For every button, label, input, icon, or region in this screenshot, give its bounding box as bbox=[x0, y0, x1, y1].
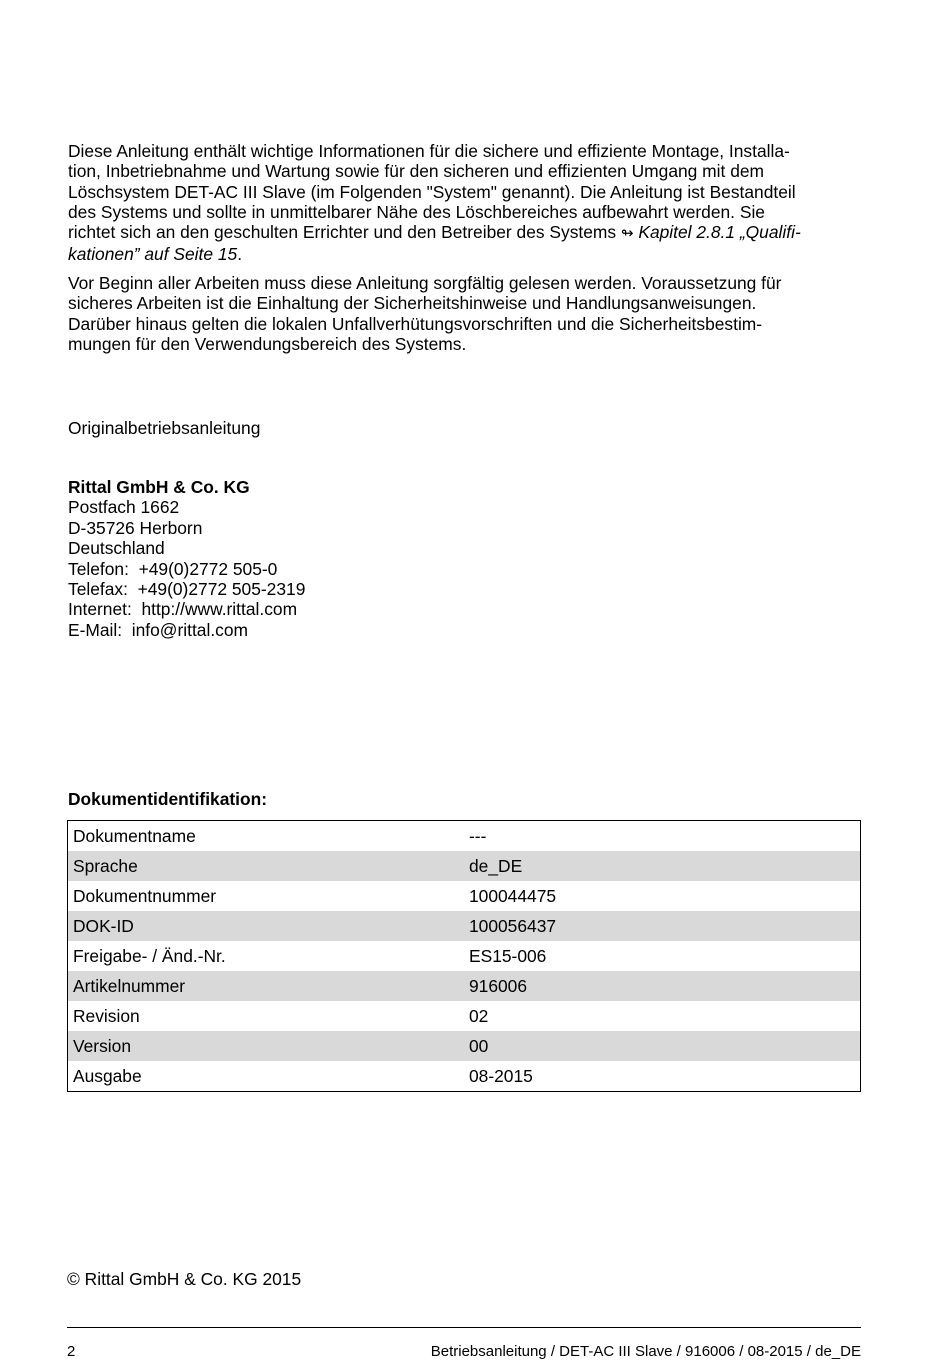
table-row bbox=[68, 821, 861, 852]
company-name: Rittal GmbH & Co. KG bbox=[68, 477, 250, 497]
table-row bbox=[68, 851, 861, 881]
row-value: 100044475 bbox=[469, 885, 557, 906]
document-identification-heading: Dokumentidentifikation: bbox=[68, 789, 268, 809]
table-row bbox=[68, 971, 861, 1001]
city: D-35726 Herborn bbox=[68, 517, 203, 538]
chapter-reference-link-cont[interactable]: kationen” auf Seite 15 bbox=[68, 244, 238, 265]
copyright-notice: © Rittal GmbH & Co. KG 2015 bbox=[67, 1269, 302, 1289]
row-label: Ausgabe bbox=[73, 1065, 142, 1086]
document-identification-table bbox=[67, 820, 861, 1092]
row-label: Freigabe- / Änd.-Nr. bbox=[73, 945, 226, 966]
intro-paragraph-2 bbox=[68, 273, 868, 354]
original-manual-label: Originalbetriebsanleitung bbox=[68, 418, 261, 438]
text-line: Diese Anleitung enthält wichtige Informationen für die sichere und effiziente Montage, Installa- bbox=[68, 141, 790, 161]
table-row bbox=[68, 941, 861, 971]
table-row bbox=[68, 1031, 861, 1061]
text-line bbox=[68, 222, 868, 244]
text-line: mungen für den Verwendungsbereich des Systems. bbox=[68, 333, 467, 354]
row-value: 00 bbox=[464, 1031, 861, 1061]
text-line: Vor Beginn aller Arbeiten muss diese Anleitung sorgfältig gelesen werden. Voraussetzung für bbox=[68, 273, 782, 293]
intro-paragraph-1 bbox=[68, 141, 868, 265]
text-line bbox=[68, 244, 868, 264]
table-row bbox=[68, 1001, 861, 1031]
reference-text: Kapitel 2.8.1 „Qualifi- bbox=[633, 222, 801, 243]
table-row bbox=[68, 1061, 861, 1092]
text-line: sicheres Arbeiten ist die Einhaltung der Sicherheitshinweise und Handlungsanweisungen. bbox=[68, 293, 757, 314]
page-number: 2 bbox=[67, 1343, 76, 1360]
postfach: Postfach 1662 bbox=[68, 497, 180, 518]
table-row bbox=[68, 881, 861, 911]
telefax: Telefax: +49(0)2772 505-2319 bbox=[68, 579, 306, 600]
footer-document-info: Betriebsanleitung / DET-AC III Slave / 916006 / 08-2015 / de_DE bbox=[430, 1343, 861, 1360]
text-line: Darüber hinaus gelten die lokalen Unfallverhütungsvorschriften und die Sicherheitsbestim- bbox=[68, 313, 763, 334]
email-link[interactable]: E-Mail: info@rittal.com bbox=[68, 619, 249, 640]
row-value: de_DE bbox=[464, 851, 861, 881]
row-label: Version bbox=[68, 1031, 465, 1061]
footer-divider bbox=[67, 1327, 861, 1328]
text-line: des Systems und sollte in unmittelbarer Nähe des Löschbereiches aufbewahrt werden. Sie bbox=[68, 201, 765, 222]
row-label: Artikelnummer bbox=[68, 971, 465, 1001]
text-line: tion, Inbetriebnahme und Wartung sowie für den sicheren und effizienten Umgang mit dem bbox=[68, 161, 765, 182]
row-value: ES15-006 bbox=[469, 945, 547, 966]
row-value: 100056437 bbox=[464, 911, 861, 941]
table-row bbox=[68, 911, 861, 941]
country: Deutschland bbox=[68, 538, 165, 559]
row-label: Dokumentnummer bbox=[73, 885, 217, 906]
row-label: Dokumentname bbox=[73, 825, 196, 846]
company-address bbox=[68, 477, 305, 640]
row-label: Revision bbox=[73, 1005, 140, 1026]
row-label: DOK-ID bbox=[68, 911, 465, 941]
telefon: Telefon: +49(0)2772 505-0 bbox=[68, 558, 278, 579]
row-value: 916006 bbox=[464, 971, 861, 1001]
internet-link[interactable]: Internet: http://www.rittal.com bbox=[68, 599, 298, 620]
text-line: Löschsystem DET-AC III Slave (im Folgenden "System" genannt). Die Anleitung ist Bestandteil bbox=[68, 181, 796, 202]
row-value: 08-2015 bbox=[469, 1065, 533, 1086]
text-segment: richtet sich an den geschulten Errichter und den Betreiber des Systems bbox=[68, 222, 621, 243]
reference-arrow-icon: ↬ bbox=[620, 225, 634, 243]
row-label: Sprache bbox=[68, 851, 465, 881]
row-value: --- bbox=[469, 825, 487, 846]
chapter-reference-link[interactable] bbox=[621, 222, 801, 242]
sentence-end: . bbox=[237, 244, 243, 265]
row-value: 02 bbox=[469, 1005, 489, 1026]
